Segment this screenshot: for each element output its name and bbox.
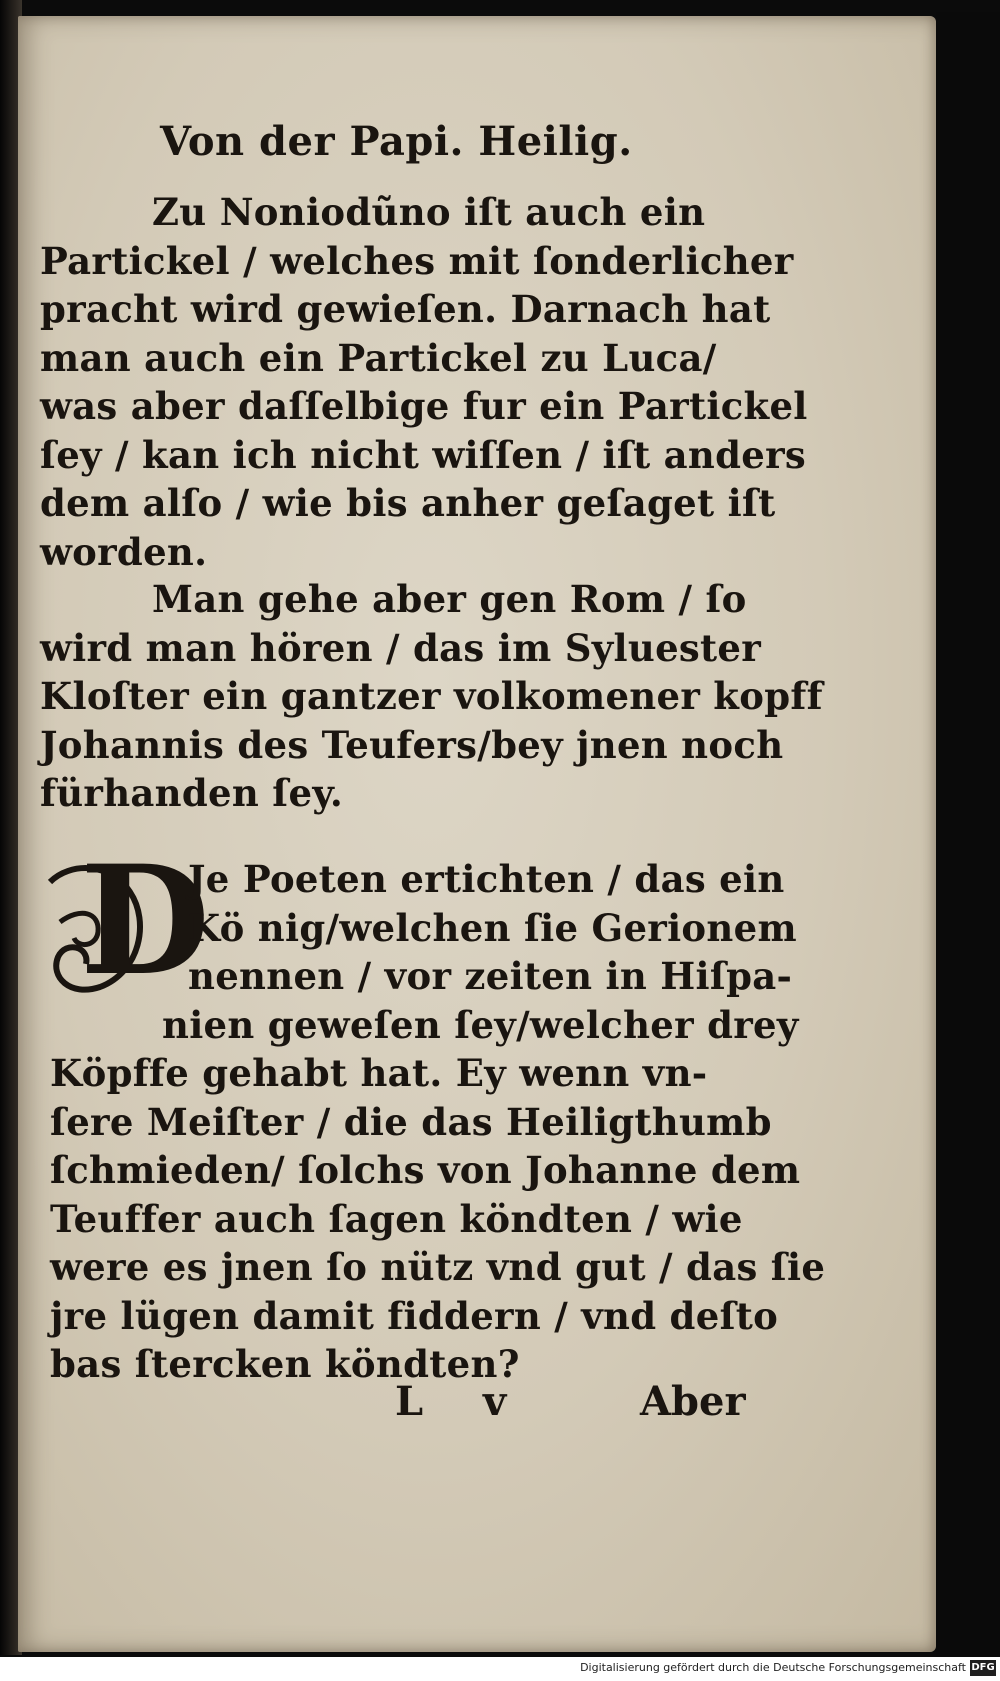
signature-mark: v bbox=[483, 1378, 507, 1425]
text-line: ſchmieden/ ſolchs von Johanne dem bbox=[50, 1148, 801, 1192]
text-line: Man gehe aber gen Rom / ſo bbox=[152, 577, 747, 621]
text-line: Partickel / welches mit ſonderlicher bbox=[40, 238, 794, 283]
paragraph-1 bbox=[40, 188, 808, 576]
text-line: nien geweſen ſey/welcher drey bbox=[162, 1002, 799, 1047]
text-line: Köpffe gehabt hat. Ey wenn vn- bbox=[50, 1051, 708, 1095]
catchword: Aber bbox=[640, 1378, 746, 1425]
text-line: Teuffer auch ſagen köndten / wie bbox=[50, 1196, 743, 1241]
signature-mark: L bbox=[395, 1378, 424, 1425]
paragraph-3 bbox=[50, 855, 826, 1389]
text-line: man auch ein Partickel zu Luca/ bbox=[40, 335, 717, 380]
text-line: jre lügen damit fiddern / vnd deſto bbox=[50, 1293, 779, 1338]
text-line: Kö nig/welchen ſie Gerionem bbox=[188, 905, 797, 950]
text-line: fürhanden ſey. bbox=[40, 771, 344, 815]
running-head: Von der Papi. Heilig. bbox=[160, 118, 633, 165]
text-line: Zu Noniodũno iſt auch ein bbox=[152, 190, 706, 234]
text-line: Johannis des Teufers/bey jnen noch bbox=[40, 722, 784, 767]
text-line: was aber daſſelbige fur ein Partickel bbox=[40, 384, 808, 428]
scan-background bbox=[936, 12, 1000, 1657]
text-line: ſere Meiſter / die das Heiligthumb bbox=[50, 1099, 772, 1144]
funding-notice: Digitalisierung gefördert durch die Deutsche Forschungsgemeinschaft bbox=[580, 1661, 966, 1674]
text-line: were es jnen ſo nütz vnd gut / das ſie bbox=[50, 1245, 826, 1289]
text-line: wird man hören / das im Syluester bbox=[40, 625, 762, 670]
text-line: ſey / kan ich nicht wiſſen / iſt anders bbox=[40, 432, 807, 477]
text-line: Je Poeten ertichten / das ein bbox=[188, 857, 785, 901]
text-line: nennen / vor zeiten in Hiſpa- bbox=[188, 954, 793, 998]
footer-bar bbox=[0, 1657, 1000, 1681]
dfg-logo: DFG bbox=[970, 1660, 996, 1676]
drop-cap-letter: D bbox=[80, 833, 211, 1009]
text-line: Kloſter ein gantzer volkomener kopff bbox=[40, 674, 823, 718]
paragraph-2 bbox=[40, 575, 823, 818]
text-line: worden. bbox=[40, 529, 208, 574]
text-line: pracht wird gewieſen. Darnach hat bbox=[40, 287, 771, 331]
signature-line bbox=[0, 1378, 936, 1428]
text-line: dem alſo / wie bis anher geſaget iſt bbox=[40, 481, 776, 525]
text-line: bas ſtercken köndten? bbox=[50, 1342, 520, 1386]
